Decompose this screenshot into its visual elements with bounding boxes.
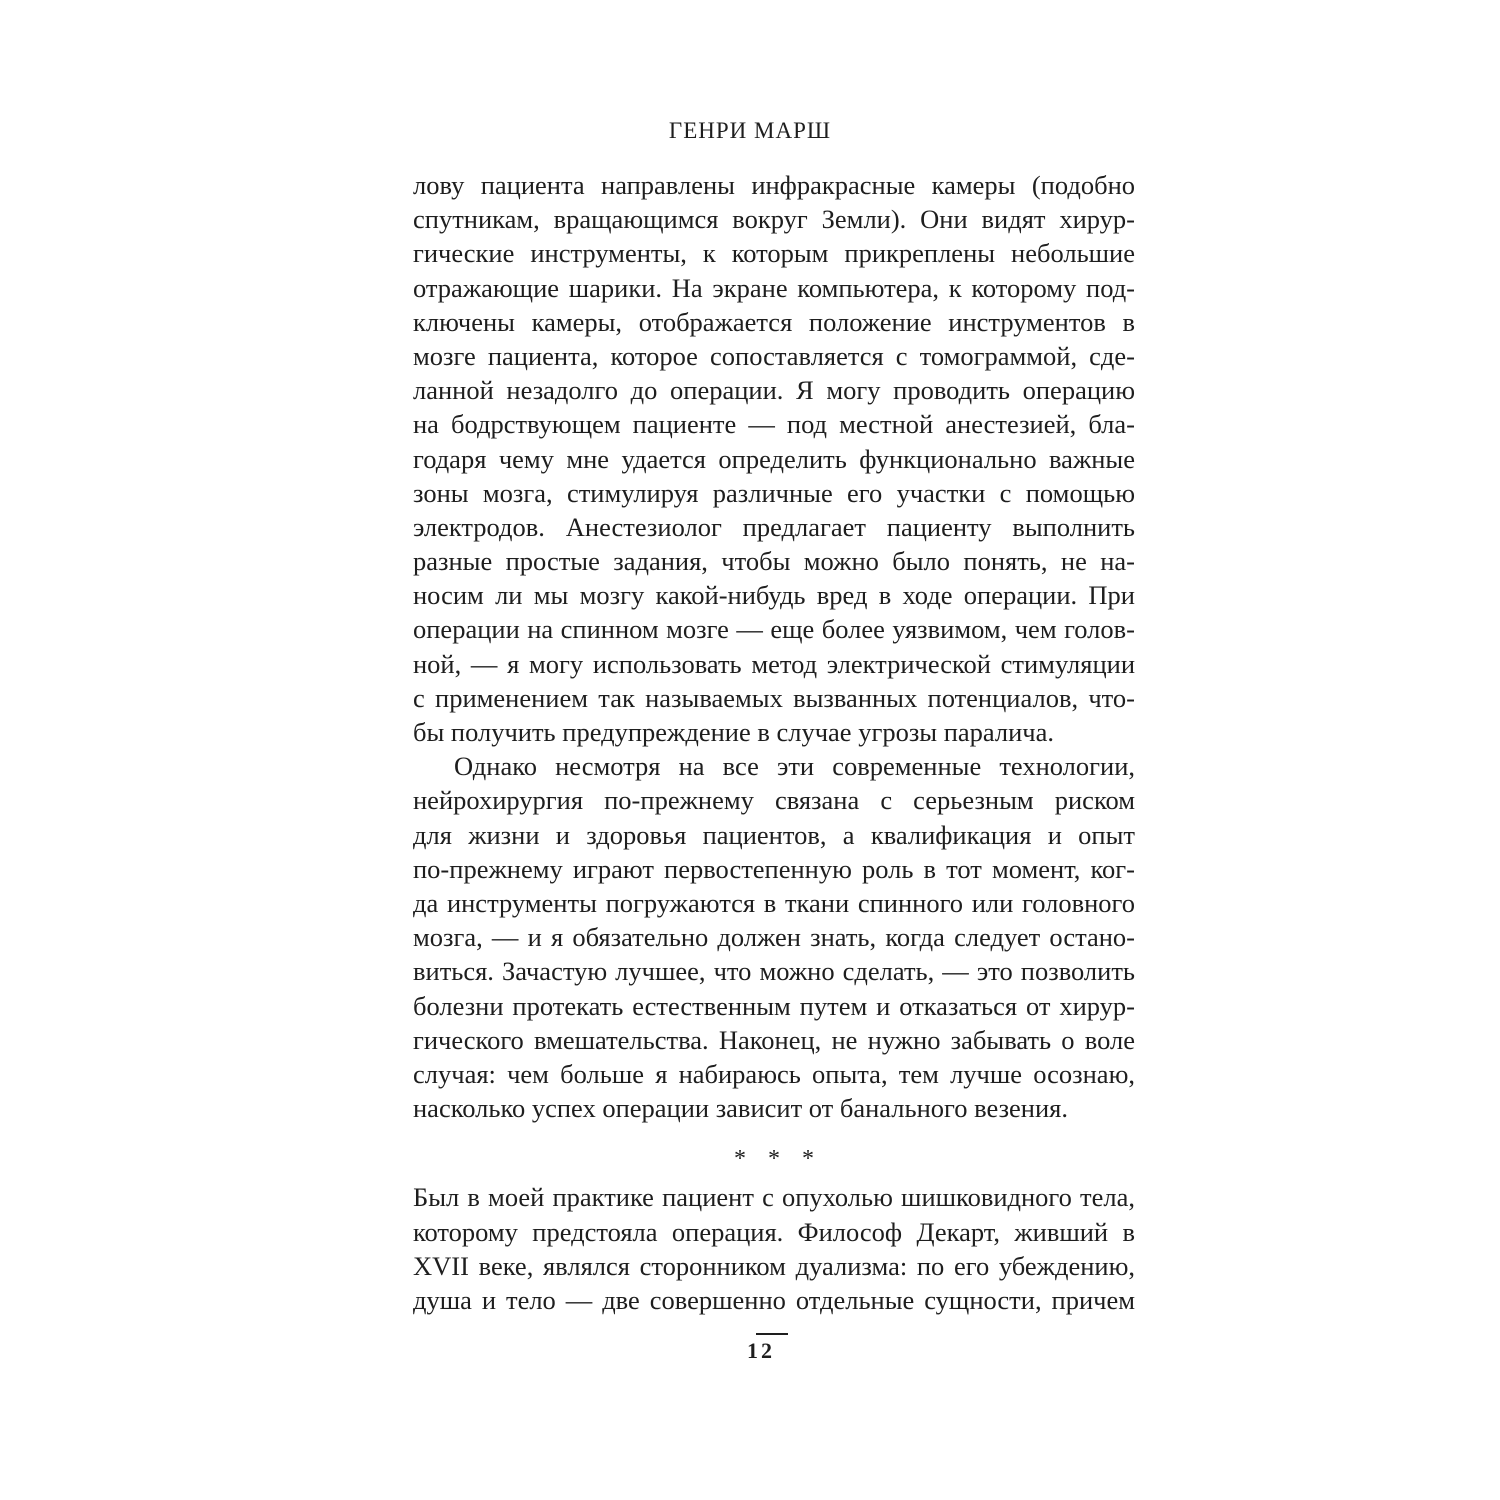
text-line: операции на спинном мозге — еще более уязвимом, чем голов- bbox=[413, 614, 1135, 645]
text-line: душа и тело — две совершенно отдельные сущности, причем bbox=[413, 1285, 1135, 1315]
text-line: виться. Зачастую лучшее, что можно сделать, — это позволить bbox=[413, 956, 1135, 987]
text-line: бы получить предупреждение в случае угрозы паралича. bbox=[413, 717, 1055, 747]
body-text bbox=[413, 168, 1135, 1317]
text-line: которому предстояла операция. Философ Декарт, живший в bbox=[413, 1216, 1135, 1247]
text-line: на бодрствующем пациенте — под местной анестезией, бла- bbox=[413, 409, 1135, 440]
text-line: гического вмешательства. Наконец, не нужно забывать о воле bbox=[413, 1024, 1135, 1055]
paragraph-1 bbox=[413, 168, 1135, 749]
page-number: 12 bbox=[747, 1338, 775, 1363]
text-line: носим ли мы мозгу какой-нибудь вред в ходе операции. При bbox=[413, 580, 1135, 611]
text-line: электродов. Анестезиолог предлагает пациенту выполнить bbox=[413, 511, 1135, 542]
text-line: да инструменты погружаются в ткани спинного или головного bbox=[413, 887, 1135, 918]
text-line: XVII веке, являлся сторонником дуализма: по его убеждению, bbox=[413, 1250, 1135, 1281]
text-line: с применением так называемых вызванных потенциалов, что- bbox=[413, 682, 1135, 713]
text-line: по-прежнему играют первостепенную роль в тот момент, ког- bbox=[413, 853, 1135, 884]
text-line: насколько успех операции зависит от банального везения. bbox=[413, 1093, 1068, 1124]
text-line: ключены камеры, отображается положение инструментов в bbox=[413, 306, 1135, 337]
text-line: гические инструменты, к которым прикреплены небольшие bbox=[413, 238, 1135, 269]
text-line: болезни протекать естественным путем и отказаться от хирур- bbox=[413, 990, 1135, 1021]
text-line: Однако несмотря на все эти современные технологии, bbox=[454, 751, 1135, 782]
text-line: мозга, — и я обязательно должен знать, когда следует остано- bbox=[413, 922, 1135, 953]
text-line: лову пациента направлены инфракрасные камеры (подобно bbox=[413, 170, 1135, 200]
text-line: ной, — я могу использовать метод электрической стимуляции bbox=[413, 648, 1135, 679]
text-line: случая: чем больше я набираюсь опыта, тем лучше осознаю, bbox=[413, 1058, 1135, 1089]
text-line: Был в моей практике пациент с опухолью шишковидного тела, bbox=[413, 1182, 1135, 1213]
section-break-asterisks: * * * bbox=[734, 1146, 822, 1173]
page-number-rule bbox=[756, 1333, 788, 1335]
paragraph-2 bbox=[413, 749, 1135, 1125]
text-line: для жизни и здоровья пациентов, а квалификация и опыт bbox=[413, 819, 1135, 850]
section-gap bbox=[413, 1125, 1135, 1142]
text-line: разные простые задания, чтобы можно было понять, не на- bbox=[413, 546, 1135, 577]
text-line: отражающие шарики. На экране компьютера, к которому под- bbox=[413, 272, 1135, 303]
text-line: спутникам, вращающимся вокруг Земли). Они видят хирур- bbox=[413, 204, 1135, 235]
paragraph-3 bbox=[413, 1180, 1135, 1317]
text-line: нейрохирургия по-прежнему связана с серьезным риском bbox=[413, 785, 1135, 816]
text-line: ланной незадолго до операции. Я могу проводить операцию bbox=[413, 375, 1135, 406]
text-line: зоны мозга, стимулируя различные его участки с помощью bbox=[413, 477, 1135, 508]
running-head: ГЕНРИ МАРШ bbox=[668, 118, 832, 143]
text-line: годаря чему мне удается определить функционально важные bbox=[413, 443, 1135, 474]
text-line: мозге пациента, которое сопоставляется с томограммой, сде- bbox=[413, 340, 1135, 371]
